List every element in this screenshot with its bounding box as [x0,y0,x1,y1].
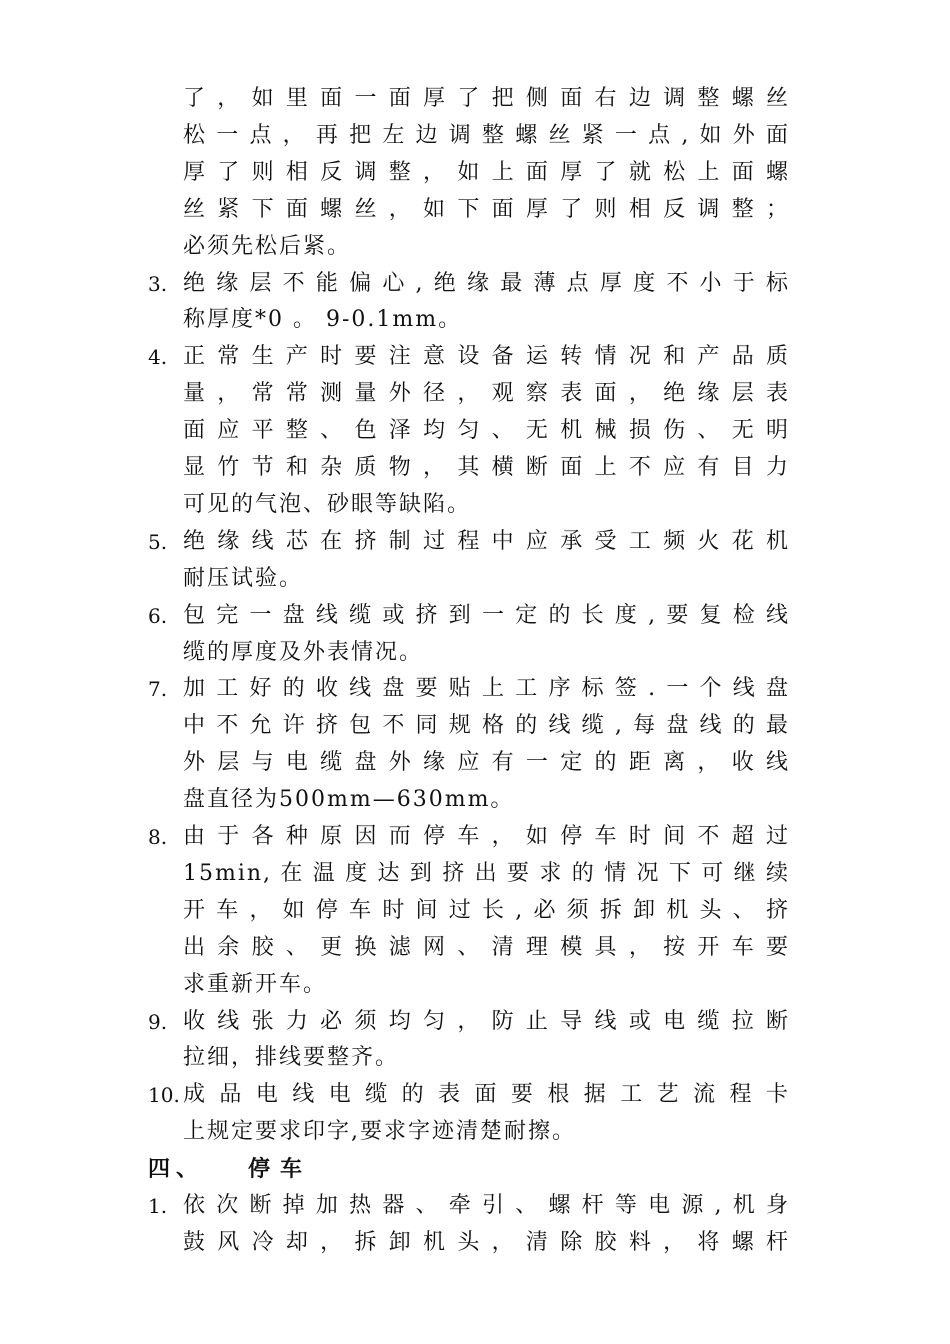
list-number: 8. [148,825,168,849]
paragraph-text: 盘直径为500mm—630mm。 [183,787,515,813]
paragraph-text: 15min,在温度达到挤出要求的情况下可继续 [183,860,790,886]
paragraph-text: 可见的气泡、砂眼等缺陷。 [183,491,472,517]
paragraph-text: 拉细，排线要整齐。 [183,1045,400,1071]
text-line [0,525,950,559]
text-line [0,1189,950,1223]
text-line [0,672,950,706]
paragraph-text: 加工好的收线盘要贴上工序标签.一个线盘 [183,676,790,702]
list-number: 4. [148,345,168,370]
text-line [0,783,950,817]
list-number: 7. [148,677,168,702]
text-line [0,1078,950,1112]
text-line [0,931,950,965]
text-line [0,820,950,854]
text-line [0,636,950,670]
list-number: 9. [148,1009,168,1034]
paragraph-text: 面应平整、色泽均匀、无机械损伤、无明 [183,418,790,444]
paragraph-text: 绝缘线芯在挤制过程中应承受工频火花机 [183,528,790,554]
paragraph-text: 上规定要求印字,要求字迹清楚耐擦。 [183,1119,576,1145]
paragraph-text: 出余胶、更换滤网、清理模具，按开车要 [183,934,790,960]
text-line [0,857,950,891]
paragraph-text: 成品电线电缆的表面要根据工艺流程卡 [183,1082,790,1108]
paragraph-text: 必须先松后紧。 [183,233,352,259]
paragraph-text: 求重新开车。 [183,971,328,997]
text-line [0,1041,950,1075]
text-line [0,968,950,1002]
paragraph-text: 了，如里面一面厚了把侧面右边调整螺丝 [183,86,790,111]
paragraph-text: 缆的厚度及外表情况。 [183,639,424,665]
section-title: 停车 [248,1156,313,1183]
text-line [0,1005,950,1039]
paragraph-text: 由于各种原因而停车，如停车时间不超过 [183,824,790,849]
paragraph-text: 显竹节和杂质物，其横断面上不应有目力 [183,455,790,480]
text-line [0,119,950,153]
paragraph-text: 正常生产时要注意设备运转情况和产品质 [183,344,790,370]
text-line [0,451,950,485]
section-heading [0,1152,950,1186]
list-number: 10. [148,1083,180,1108]
paragraph-text: 绝缘层不能偏心,绝缘最薄点厚度不小于标 [183,270,790,296]
text-line [0,1226,950,1260]
paragraph-text: 量，常常测量外径，观察表面，绝缘层表 [183,381,790,407]
text-line [0,746,950,780]
text-line [0,562,950,596]
paragraph-text: 称厚度*0 。 9-0.1mm。 [183,307,463,333]
paragraph-text: 松一点，再把左边调整螺丝紧一点,如外面 [183,122,790,148]
text-line [0,488,950,522]
section-number: 四、 [148,1156,205,1183]
paragraph-text: 丝紧下面螺丝，如下面厚了则相反调整； [183,196,790,222]
paragraph-text: 收线张力必须均匀，防止导线或电缆拉断 [183,1008,790,1034]
list-number: 5. [148,529,168,554]
text-line [0,1115,950,1149]
paragraph-text: 厚了则相反调整，如上面厚了就松上面螺 [183,159,790,185]
text-line [0,230,950,264]
list-number: 3. [148,271,168,296]
list-number: 1. [148,1194,168,1218]
text-line [0,156,950,190]
text-line [0,303,950,337]
paragraph-text: 耐压试验。 [183,565,304,591]
text-line [0,193,950,227]
paragraph-text: 中不允许挤包不同规格的线缆,每盘线的最 [183,713,790,739]
text-line [0,340,950,374]
paragraph-text: 外层与电缆盘外缘应有一定的距离，收线 [183,750,790,776]
list-number: 6. [148,603,168,628]
text-line [0,82,950,116]
text-line [0,414,950,448]
text-line [0,599,950,633]
paragraph-text: 包完一盘线缆或挤到一定的长度,要复检线 [183,602,790,628]
text-line [0,377,950,411]
paragraph-text: 依次断掉加热器、牵引、螺杆等电源,机身 [183,1193,790,1218]
paragraph-text: 鼓风冷却，拆卸机头，清除胶料，将螺杆 [183,1229,790,1255]
text-line [0,267,950,301]
paragraph-text: 开车，如停车时间过长,必须拆卸机头、挤 [183,897,790,923]
text-line [0,894,950,928]
text-line [0,709,950,743]
